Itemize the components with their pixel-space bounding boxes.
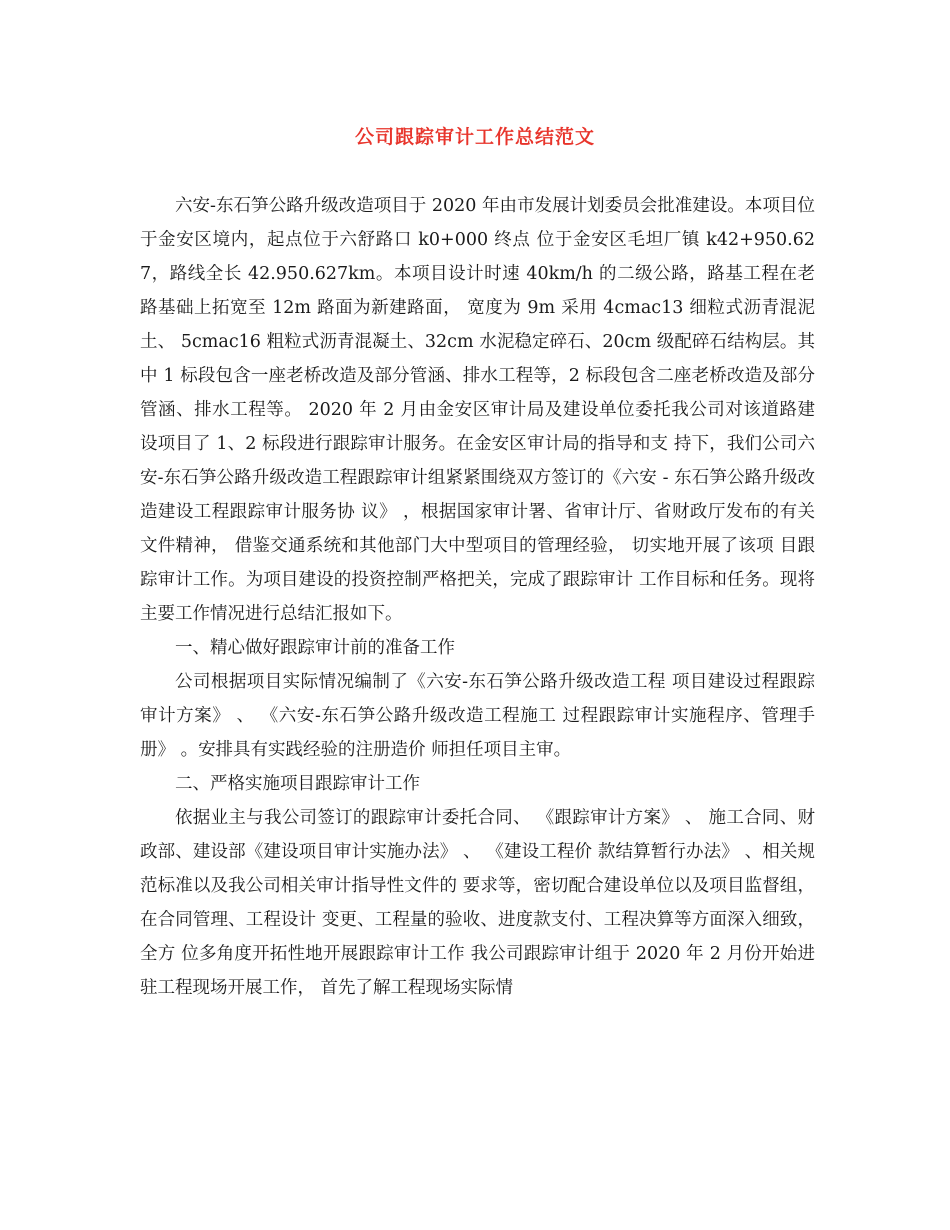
document-body [140, 189, 815, 1005]
intro-paragraph: 六安-东石笋公路升级改造项目于 2020 年由市发展计划委员会批准建设。本项目位于金安区境内，起点位于六舒路口 k0+000 终点 位于金安区毛坦厂镇 k42+950.627，路线全长 42.950.627km。本项目设计时速 40km/h 的二级公路，路基工程在老路基础上拓宽至 12m 路面为新建路面， 宽度为 9m 采用 4cmac13 细粒式沥青混泥土、 5cmac16 粗粒式沥青混凝土、32cm 水泥稳定碎石、20cm 级配碎石结构层。其 中 1 标段包含一座老桥改造及部分管涵、排水工程等，2 标段包含二座老桥改造及部分管涵、排水工程等。 2020 年 2 月由金安区审计局及建设单位委托我公司对该道路建 设项目了 1、2 标段进行跟踪审计服务。在金安区审计局的指导和支 持下，我们公司六安-东石笋公路升级改造工程跟踪审计组紧紧围绕双方签订的《六安 - 东石笋公路升级改造建设工程跟踪审计服务协 议》 ，根据国家审计署、省审计厅、省财政厅发布的有关文件精神， 借鉴交通系统和其他部门大中型项目的管理经验， 切实地开展了该项 目跟踪审计工作。为项目建设的投资控制严格把关，完成了跟踪审计 工作目标和任务。现将主要工作情况进行总结汇报如下。 [140, 196, 815, 624]
section-heading-2: 二、严格实施项目跟踪审计工作 [175, 774, 420, 794]
document-title: 公司跟踪审计工作总结范文 [354, 126, 595, 148]
section-heading-1: 一、精心做好跟踪审计前的准备工作 [175, 638, 455, 658]
section-2-paragraph: 依据业主与我公司签订的跟踪审计委托合同、 《跟踪审计方案》 、 施工合同、财政部、建设部《建设项目审计实施办法》 、 《建设工程价 款结算暂行办法》 、相关规范标准以及我公司相关审计指导性文件的 要求等，密切配合建设单位以及项目监督组，在合同管理、工程设计 变更、工程量的验收、进度款支付、工程决算等方面深入细致，全方 位多角度开拓性地开展跟踪审计工作 我公司跟踪审计组于 2020 年 2 月份开始进驻工程现场开展工作， 首先了解工程现场实际情 [140, 808, 815, 998]
section-1-paragraph: 公司根据项目实际情况编制了《六安-东石笋公路升级改造工程 项目建设过程跟踪审计方案》 、 《六安-东石笋公路升级改造工程施工 过程跟踪审计实施程序、管理手册》 。安排具有实践经验的注册造价 师担任项目主审。 [140, 672, 815, 760]
